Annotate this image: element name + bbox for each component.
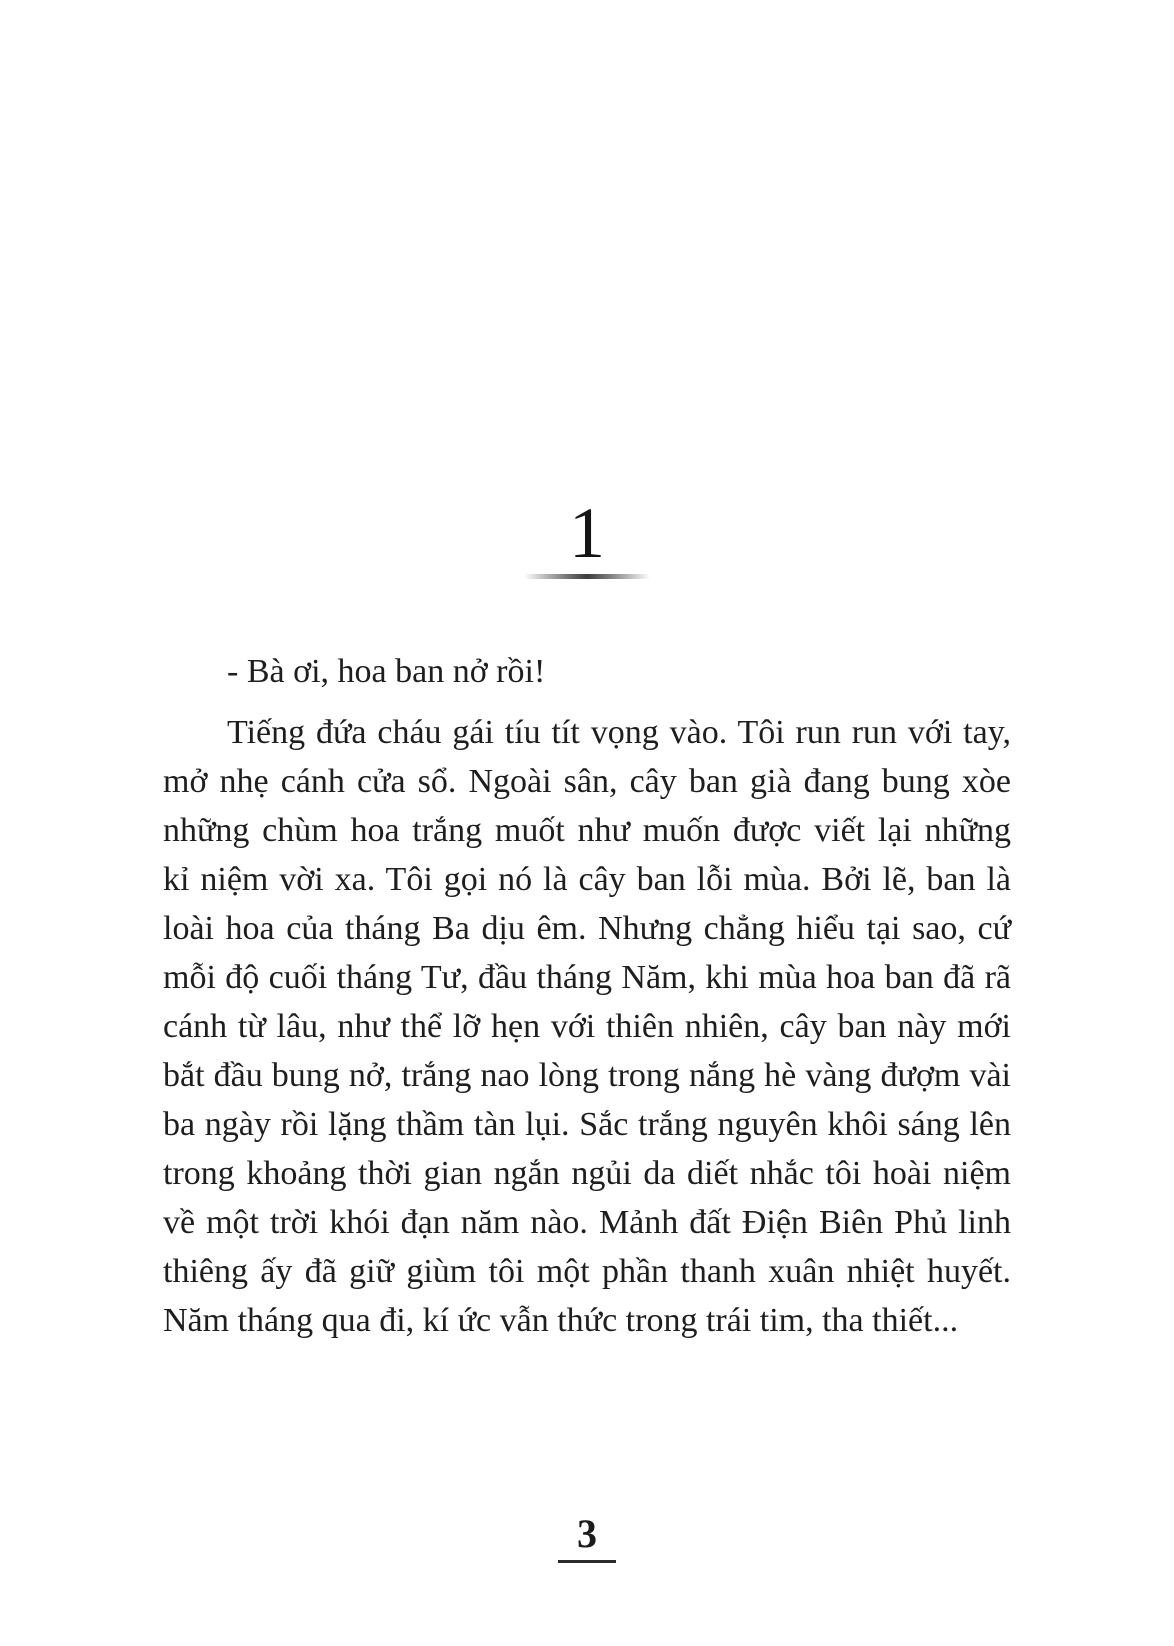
text-line: Năm tháng qua đi, kí ức vẫn thức trong trái tim, tha thiết... — [163, 1302, 959, 1339]
chapter-divider-rule — [524, 574, 650, 579]
text-line: bắt đầu bung nở, trắng nao lòng trong nắng hè vàng đượm vài — [163, 1057, 1011, 1094]
text-line: về một trời khói đạn năm nào. Mảnh đất Điện Biên Phủ linh — [163, 1204, 1011, 1241]
text-line: kỉ niệm vời xa. Tôi gọi nó là cây ban lỗi mùa. Bởi lẽ, ban là — [163, 861, 1011, 898]
page-number-rule — [558, 1560, 616, 1563]
text-line: cánh từ lâu, như thể lỡ hẹn với thiên nhiên, cây ban này mới — [163, 1008, 1011, 1045]
text-line: những chùm hoa trắng muốt như muốn được viết lại những — [163, 812, 1011, 849]
text-line: Tiếng đứa cháu gái tíu tít vọng vào. Tôi run run với tay, — [227, 714, 1011, 751]
paragraph — [163, 708, 1011, 1345]
text-line: ba ngày rồi lặng thầm tàn lụi. Sắc trắng nguyên khôi sáng lên — [163, 1106, 1011, 1143]
text-line: mở nhẹ cánh cửa sổ. Ngoài sân, cây ban già đang bung xòe — [163, 763, 1011, 800]
body-text — [163, 647, 1011, 1345]
text-line: trong khoảng thời gian ngắn ngủi da diết nhắc tôi hoài niệm — [163, 1155, 1011, 1192]
text-line: mỗi độ cuối tháng Tư, đầu tháng Năm, khi mùa hoa ban đã rã — [163, 959, 1011, 996]
text-line: - Bà ơi, hoa ban nở rồi! — [227, 653, 546, 690]
chapter-number: 1 — [569, 493, 605, 573]
text-line: loài hoa của tháng Ba dịu êm. Nhưng chẳng hiểu tại sao, cứ — [163, 910, 1011, 947]
page-footer — [0, 1512, 1174, 1563]
text-line: thiêng ấy đã giữ giùm tôi một phần thanh xuân nhiệt huyết. — [163, 1253, 1011, 1290]
page-number: 3 — [577, 1511, 597, 1556]
paragraph — [163, 647, 1011, 696]
